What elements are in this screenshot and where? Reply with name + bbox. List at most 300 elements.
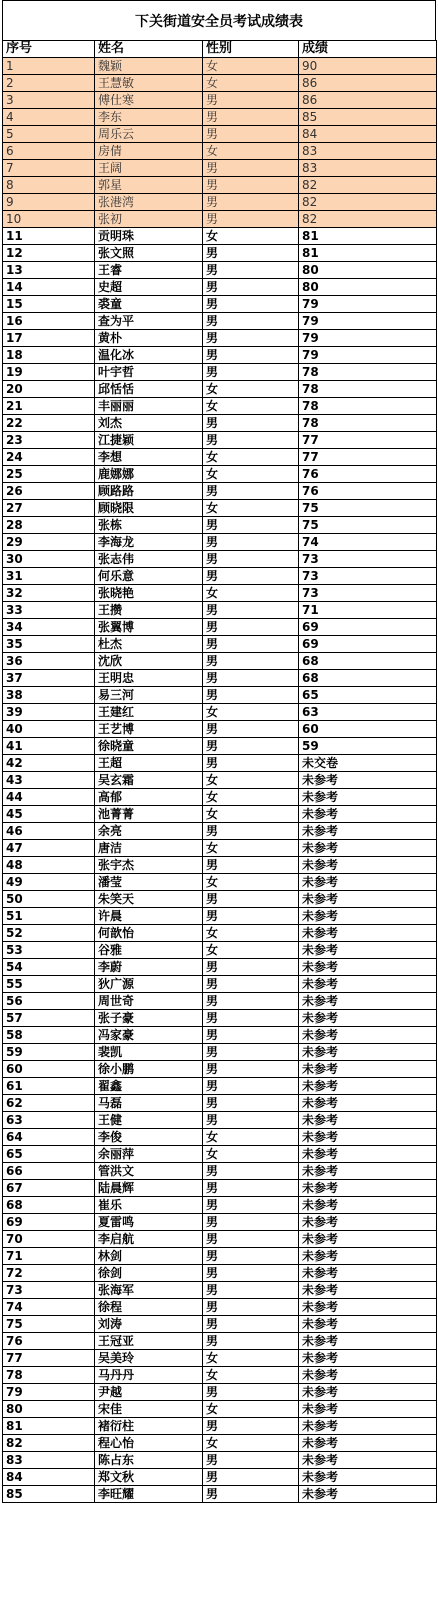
row-score-cell: 59 [299,738,437,755]
table-row [3,585,437,602]
row-gender-cell: 男 [203,823,299,840]
header-cell-gender: 性别 [203,41,299,58]
row-name-cell: 易三河 [95,687,203,704]
table-row [3,636,437,653]
row-score-cell: 未参考 [299,1452,437,1469]
row-number-cell: 64 [3,1129,95,1146]
row-gender-cell: 男 [203,755,299,772]
row-name-cell: 刘涛 [95,1316,203,1333]
row-name-cell: 狄广源 [95,976,203,993]
row-score-cell: 86 [299,75,437,92]
row-name-cell: 褚衍柱 [95,1418,203,1435]
row-number-cell: 45 [3,806,95,823]
row-score-cell: 未参考 [299,1435,437,1452]
table-row [3,1265,437,1282]
row-number-cell: 17 [3,330,95,347]
row-gender-cell: 男 [203,160,299,177]
row-number-cell: 72 [3,1265,95,1282]
table-row [3,551,437,568]
row-score-cell: 75 [299,517,437,534]
row-gender-cell: 女 [203,772,299,789]
row-name-cell: 王健 [95,1112,203,1129]
table-row [3,925,437,942]
row-gender-cell: 男 [203,1112,299,1129]
row-number-cell: 58 [3,1027,95,1044]
row-gender-cell: 男 [203,1214,299,1231]
row-name-cell: 李蔚 [95,959,203,976]
row-name-cell: 周乐云 [95,126,203,143]
table-row [3,1299,437,1316]
row-number-cell: 71 [3,1248,95,1265]
row-name-cell: 黄朴 [95,330,203,347]
row-score-cell: 未参考 [299,823,437,840]
header-cell-name: 姓名 [95,41,203,58]
row-name-cell: 张海军 [95,1282,203,1299]
row-number-cell: 32 [3,585,95,602]
score-table [2,40,437,1503]
row-gender-cell: 女 [203,466,299,483]
table-row [3,449,437,466]
table-row [3,58,437,75]
row-name-cell: 王艺博 [95,721,203,738]
row-number-cell: 27 [3,500,95,517]
row-number-cell: 73 [3,1282,95,1299]
row-number-cell: 83 [3,1452,95,1469]
row-name-cell: 王明忠 [95,670,203,687]
row-number-cell: 52 [3,925,95,942]
row-gender-cell: 女 [203,75,299,92]
table-row [3,347,437,364]
row-number-cell: 22 [3,415,95,432]
row-gender-cell: 男 [203,1282,299,1299]
row-gender-cell: 男 [203,1180,299,1197]
table-row [3,381,437,398]
row-score-cell: 未参考 [299,1146,437,1163]
row-name-cell: 何歆怡 [95,925,203,942]
row-number-cell: 33 [3,602,95,619]
row-score-cell: 未参考 [299,1486,437,1503]
row-number-cell: 62 [3,1095,95,1112]
table-row [3,483,437,500]
row-number-cell: 50 [3,891,95,908]
row-name-cell: 徐晓童 [95,738,203,755]
row-number-cell: 63 [3,1112,95,1129]
table-row [3,415,437,432]
table-row [3,874,437,891]
row-gender-cell: 女 [203,1350,299,1367]
row-gender-cell: 男 [203,347,299,364]
row-name-cell: 温化冰 [95,347,203,364]
row-number-cell: 54 [3,959,95,976]
row-name-cell: 邱恬恬 [95,381,203,398]
row-number-cell: 23 [3,432,95,449]
row-score-cell: 未参考 [299,908,437,925]
row-name-cell: 王建红 [95,704,203,721]
row-score-cell: 未参考 [299,1401,437,1418]
row-number-cell: 12 [3,245,95,262]
row-score-cell: 80 [299,262,437,279]
row-name-cell: 史超 [95,279,203,296]
row-number-cell: 34 [3,619,95,636]
table-row [3,1095,437,1112]
row-score-cell: 未参考 [299,874,437,891]
table-row [3,1010,437,1027]
row-gender-cell: 男 [203,1333,299,1350]
table-row [3,1180,437,1197]
row-number-cell: 26 [3,483,95,500]
row-score-cell: 78 [299,415,437,432]
table-row [3,942,437,959]
row-gender-cell: 男 [203,1010,299,1027]
row-gender-cell: 男 [203,517,299,534]
row-number-cell: 57 [3,1010,95,1027]
row-number-cell: 80 [3,1401,95,1418]
row-score-cell: 未参考 [299,1061,437,1078]
row-gender-cell: 男 [203,653,299,670]
row-number-cell: 41 [3,738,95,755]
row-score-cell: 未参考 [299,976,437,993]
row-score-cell: 79 [299,296,437,313]
header-cell-score: 成绩 [299,41,437,58]
row-name-cell: 陆晨辉 [95,1180,203,1197]
row-number-cell: 31 [3,568,95,585]
row-name-cell: 张初 [95,211,203,228]
row-score-cell: 82 [299,211,437,228]
row-name-cell: 王冠亚 [95,1333,203,1350]
row-gender-cell: 男 [203,1061,299,1078]
row-score-cell: 68 [299,653,437,670]
row-gender-cell: 女 [203,585,299,602]
row-gender-cell: 男 [203,551,299,568]
row-name-cell: 余亮 [95,823,203,840]
row-score-cell: 73 [299,568,437,585]
row-name-cell: 余丽萍 [95,1146,203,1163]
row-gender-cell: 男 [203,687,299,704]
row-name-cell: 刘杰 [95,415,203,432]
row-score-cell: 77 [299,449,437,466]
row-name-cell: 张宇杰 [95,857,203,874]
row-score-cell: 83 [299,160,437,177]
table-row [3,738,437,755]
row-name-cell: 郑文秋 [95,1469,203,1486]
table-row [3,602,437,619]
table-row [3,1044,437,1061]
table-row [3,670,437,687]
row-name-cell: 宋佳 [95,1401,203,1418]
table-row [3,1486,437,1503]
row-gender-cell: 女 [203,449,299,466]
row-gender-cell: 男 [203,194,299,211]
table-row [3,891,437,908]
row-score-cell: 73 [299,551,437,568]
row-name-cell: 陈占东 [95,1452,203,1469]
table-row [3,1129,437,1146]
table-row [3,92,437,109]
row-number-cell: 6 [3,143,95,160]
row-number-cell: 53 [3,942,95,959]
row-gender-cell: 女 [203,704,299,721]
row-score-cell: 81 [299,245,437,262]
row-number-cell: 16 [3,313,95,330]
row-score-cell: 73 [299,585,437,602]
table-row [3,823,437,840]
row-name-cell: 池菁菁 [95,806,203,823]
row-gender-cell: 女 [203,789,299,806]
row-name-cell: 张栋 [95,517,203,534]
row-name-cell: 徐小鹏 [95,1061,203,1078]
row-name-cell: 裘童 [95,296,203,313]
row-number-cell: 21 [3,398,95,415]
row-name-cell: 谷雅 [95,942,203,959]
row-score-cell: 60 [299,721,437,738]
row-number-cell: 14 [3,279,95,296]
row-score-cell: 75 [299,500,437,517]
row-score-cell: 68 [299,670,437,687]
row-score-cell: 79 [299,313,437,330]
row-gender-cell: 女 [203,1146,299,1163]
table-row [3,1146,437,1163]
row-name-cell: 郭星 [95,177,203,194]
table-row [3,126,437,143]
table-row [3,1078,437,1095]
row-gender-cell: 女 [203,1401,299,1418]
row-gender-cell: 男 [203,313,299,330]
row-gender-cell: 女 [203,874,299,891]
row-number-cell: 46 [3,823,95,840]
table-row [3,721,437,738]
row-score-cell: 未参考 [299,1350,437,1367]
row-score-cell: 76 [299,483,437,500]
row-number-cell: 43 [3,772,95,789]
row-gender-cell: 女 [203,228,299,245]
row-gender-cell: 男 [203,262,299,279]
row-score-cell: 82 [299,177,437,194]
table-row [3,1384,437,1401]
row-score-cell: 未参考 [299,891,437,908]
row-gender-cell: 男 [203,534,299,551]
row-gender-cell: 男 [203,976,299,993]
table-row [3,398,437,415]
row-number-cell: 7 [3,160,95,177]
row-score-cell: 84 [299,126,437,143]
row-name-cell: 李海龙 [95,534,203,551]
row-number-cell: 81 [3,1418,95,1435]
row-score-cell: 未参考 [299,840,437,857]
row-name-cell: 李东 [95,109,203,126]
row-score-cell: 未参考 [299,1469,437,1486]
row-gender-cell: 男 [203,602,299,619]
row-gender-cell: 女 [203,381,299,398]
row-name-cell: 冯家豪 [95,1027,203,1044]
row-score-cell: 81 [299,228,437,245]
row-score-cell: 未参考 [299,1231,437,1248]
row-score-cell: 76 [299,466,437,483]
row-name-cell: 江捷颖 [95,432,203,449]
row-name-cell: 程心怡 [95,1435,203,1452]
table-row [3,755,437,772]
table-row [3,1401,437,1418]
row-gender-cell: 男 [203,568,299,585]
row-number-cell: 38 [3,687,95,704]
row-score-cell: 未参考 [299,1333,437,1350]
row-score-cell: 未参考 [299,1214,437,1231]
table-row [3,1469,437,1486]
row-number-cell: 15 [3,296,95,313]
score-sheet [2,0,436,1503]
row-score-cell: 78 [299,364,437,381]
table-row [3,959,437,976]
row-score-cell: 未参考 [299,1044,437,1061]
table-row [3,313,437,330]
row-number-cell: 5 [3,126,95,143]
row-score-cell: 83 [299,143,437,160]
row-number-cell: 39 [3,704,95,721]
row-gender-cell: 女 [203,1367,299,1384]
row-name-cell: 周世奇 [95,993,203,1010]
row-number-cell: 24 [3,449,95,466]
table-row [3,976,437,993]
row-gender-cell: 男 [203,1163,299,1180]
row-gender-cell: 男 [203,1078,299,1095]
row-number-cell: 29 [3,534,95,551]
table-row [3,789,437,806]
table-row [3,534,437,551]
row-name-cell: 李旺耀 [95,1486,203,1503]
row-gender-cell: 男 [203,1265,299,1282]
row-score-cell: 未参考 [299,959,437,976]
row-score-cell: 未参考 [299,806,437,823]
row-number-cell: 36 [3,653,95,670]
table-row [3,517,437,534]
row-score-cell: 未参考 [299,1129,437,1146]
row-number-cell: 84 [3,1469,95,1486]
row-name-cell: 杜杰 [95,636,203,653]
row-number-cell: 66 [3,1163,95,1180]
row-name-cell: 朱笑天 [95,891,203,908]
row-name-cell: 马磊 [95,1095,203,1112]
table-body [3,58,437,1503]
table-row [3,1367,437,1384]
row-name-cell: 房倩 [95,143,203,160]
row-score-cell: 未参考 [299,1248,437,1265]
row-score-cell: 未参考 [299,1316,437,1333]
row-score-cell: 82 [299,194,437,211]
row-number-cell: 69 [3,1214,95,1231]
table-row [3,194,437,211]
row-gender-cell: 男 [203,1299,299,1316]
row-name-cell: 尹越 [95,1384,203,1401]
table-row [3,364,437,381]
row-name-cell: 王攒 [95,602,203,619]
row-name-cell: 丰丽丽 [95,398,203,415]
row-name-cell: 林剑 [95,1248,203,1265]
row-name-cell: 裴凯 [95,1044,203,1061]
row-name-cell: 王阔 [95,160,203,177]
row-name-cell: 贡明珠 [95,228,203,245]
row-name-cell: 李俊 [95,1129,203,1146]
row-number-cell: 11 [3,228,95,245]
row-name-cell: 李想 [95,449,203,466]
table-row [3,330,437,347]
table-row [3,568,437,585]
row-score-cell: 未参考 [299,1282,437,1299]
table-row [3,228,437,245]
row-name-cell: 崔乐 [95,1197,203,1214]
table-row [3,772,437,789]
row-gender-cell: 女 [203,143,299,160]
table-row [3,143,437,160]
header-row [3,41,437,58]
row-name-cell: 张港湾 [95,194,203,211]
table-row [3,109,437,126]
row-score-cell: 90 [299,58,437,75]
row-name-cell: 李启航 [95,1231,203,1248]
table-row [3,806,437,823]
row-score-cell: 未参考 [299,1095,437,1112]
row-score-cell: 未交卷 [299,755,437,772]
row-score-cell: 未参考 [299,1027,437,1044]
table-row [3,1316,437,1333]
row-gender-cell: 男 [203,415,299,432]
row-number-cell: 56 [3,993,95,1010]
row-score-cell: 未参考 [299,1418,437,1435]
table-row [3,1163,437,1180]
row-gender-cell: 男 [203,92,299,109]
row-number-cell: 70 [3,1231,95,1248]
table-row [3,466,437,483]
row-number-cell: 10 [3,211,95,228]
page-title: 下关街道安全员考试成绩表 [135,13,303,30]
row-gender-cell: 男 [203,670,299,687]
row-name-cell: 张文照 [95,245,203,262]
row-name-cell: 王超 [95,755,203,772]
table-row [3,1027,437,1044]
row-number-cell: 85 [3,1486,95,1503]
row-gender-cell: 男 [203,891,299,908]
row-gender-cell: 女 [203,925,299,942]
row-name-cell: 鹿娜娜 [95,466,203,483]
row-gender-cell: 女 [203,1129,299,1146]
row-number-cell: 25 [3,466,95,483]
row-name-cell: 张翼博 [95,619,203,636]
row-score-cell: 未参考 [299,1265,437,1282]
row-score-cell: 未参考 [299,1180,437,1197]
row-gender-cell: 男 [203,1316,299,1333]
row-name-cell: 王睿 [95,262,203,279]
row-score-cell: 未参考 [299,1367,437,1384]
row-score-cell: 65 [299,687,437,704]
row-gender-cell: 男 [203,1231,299,1248]
row-score-cell: 69 [299,619,437,636]
row-number-cell: 65 [3,1146,95,1163]
row-score-cell: 79 [299,347,437,364]
row-number-cell: 30 [3,551,95,568]
table-row [3,296,437,313]
row-gender-cell: 男 [203,908,299,925]
row-score-cell: 78 [299,381,437,398]
row-name-cell: 张子豪 [95,1010,203,1027]
row-gender-cell: 男 [203,245,299,262]
row-gender-cell: 男 [203,1469,299,1486]
row-number-cell: 59 [3,1044,95,1061]
row-score-cell: 未参考 [299,993,437,1010]
row-name-cell: 马丹丹 [95,1367,203,1384]
row-score-cell: 86 [299,92,437,109]
row-gender-cell: 男 [203,721,299,738]
row-number-cell: 77 [3,1350,95,1367]
table-row [3,262,437,279]
table-row [3,1418,437,1435]
